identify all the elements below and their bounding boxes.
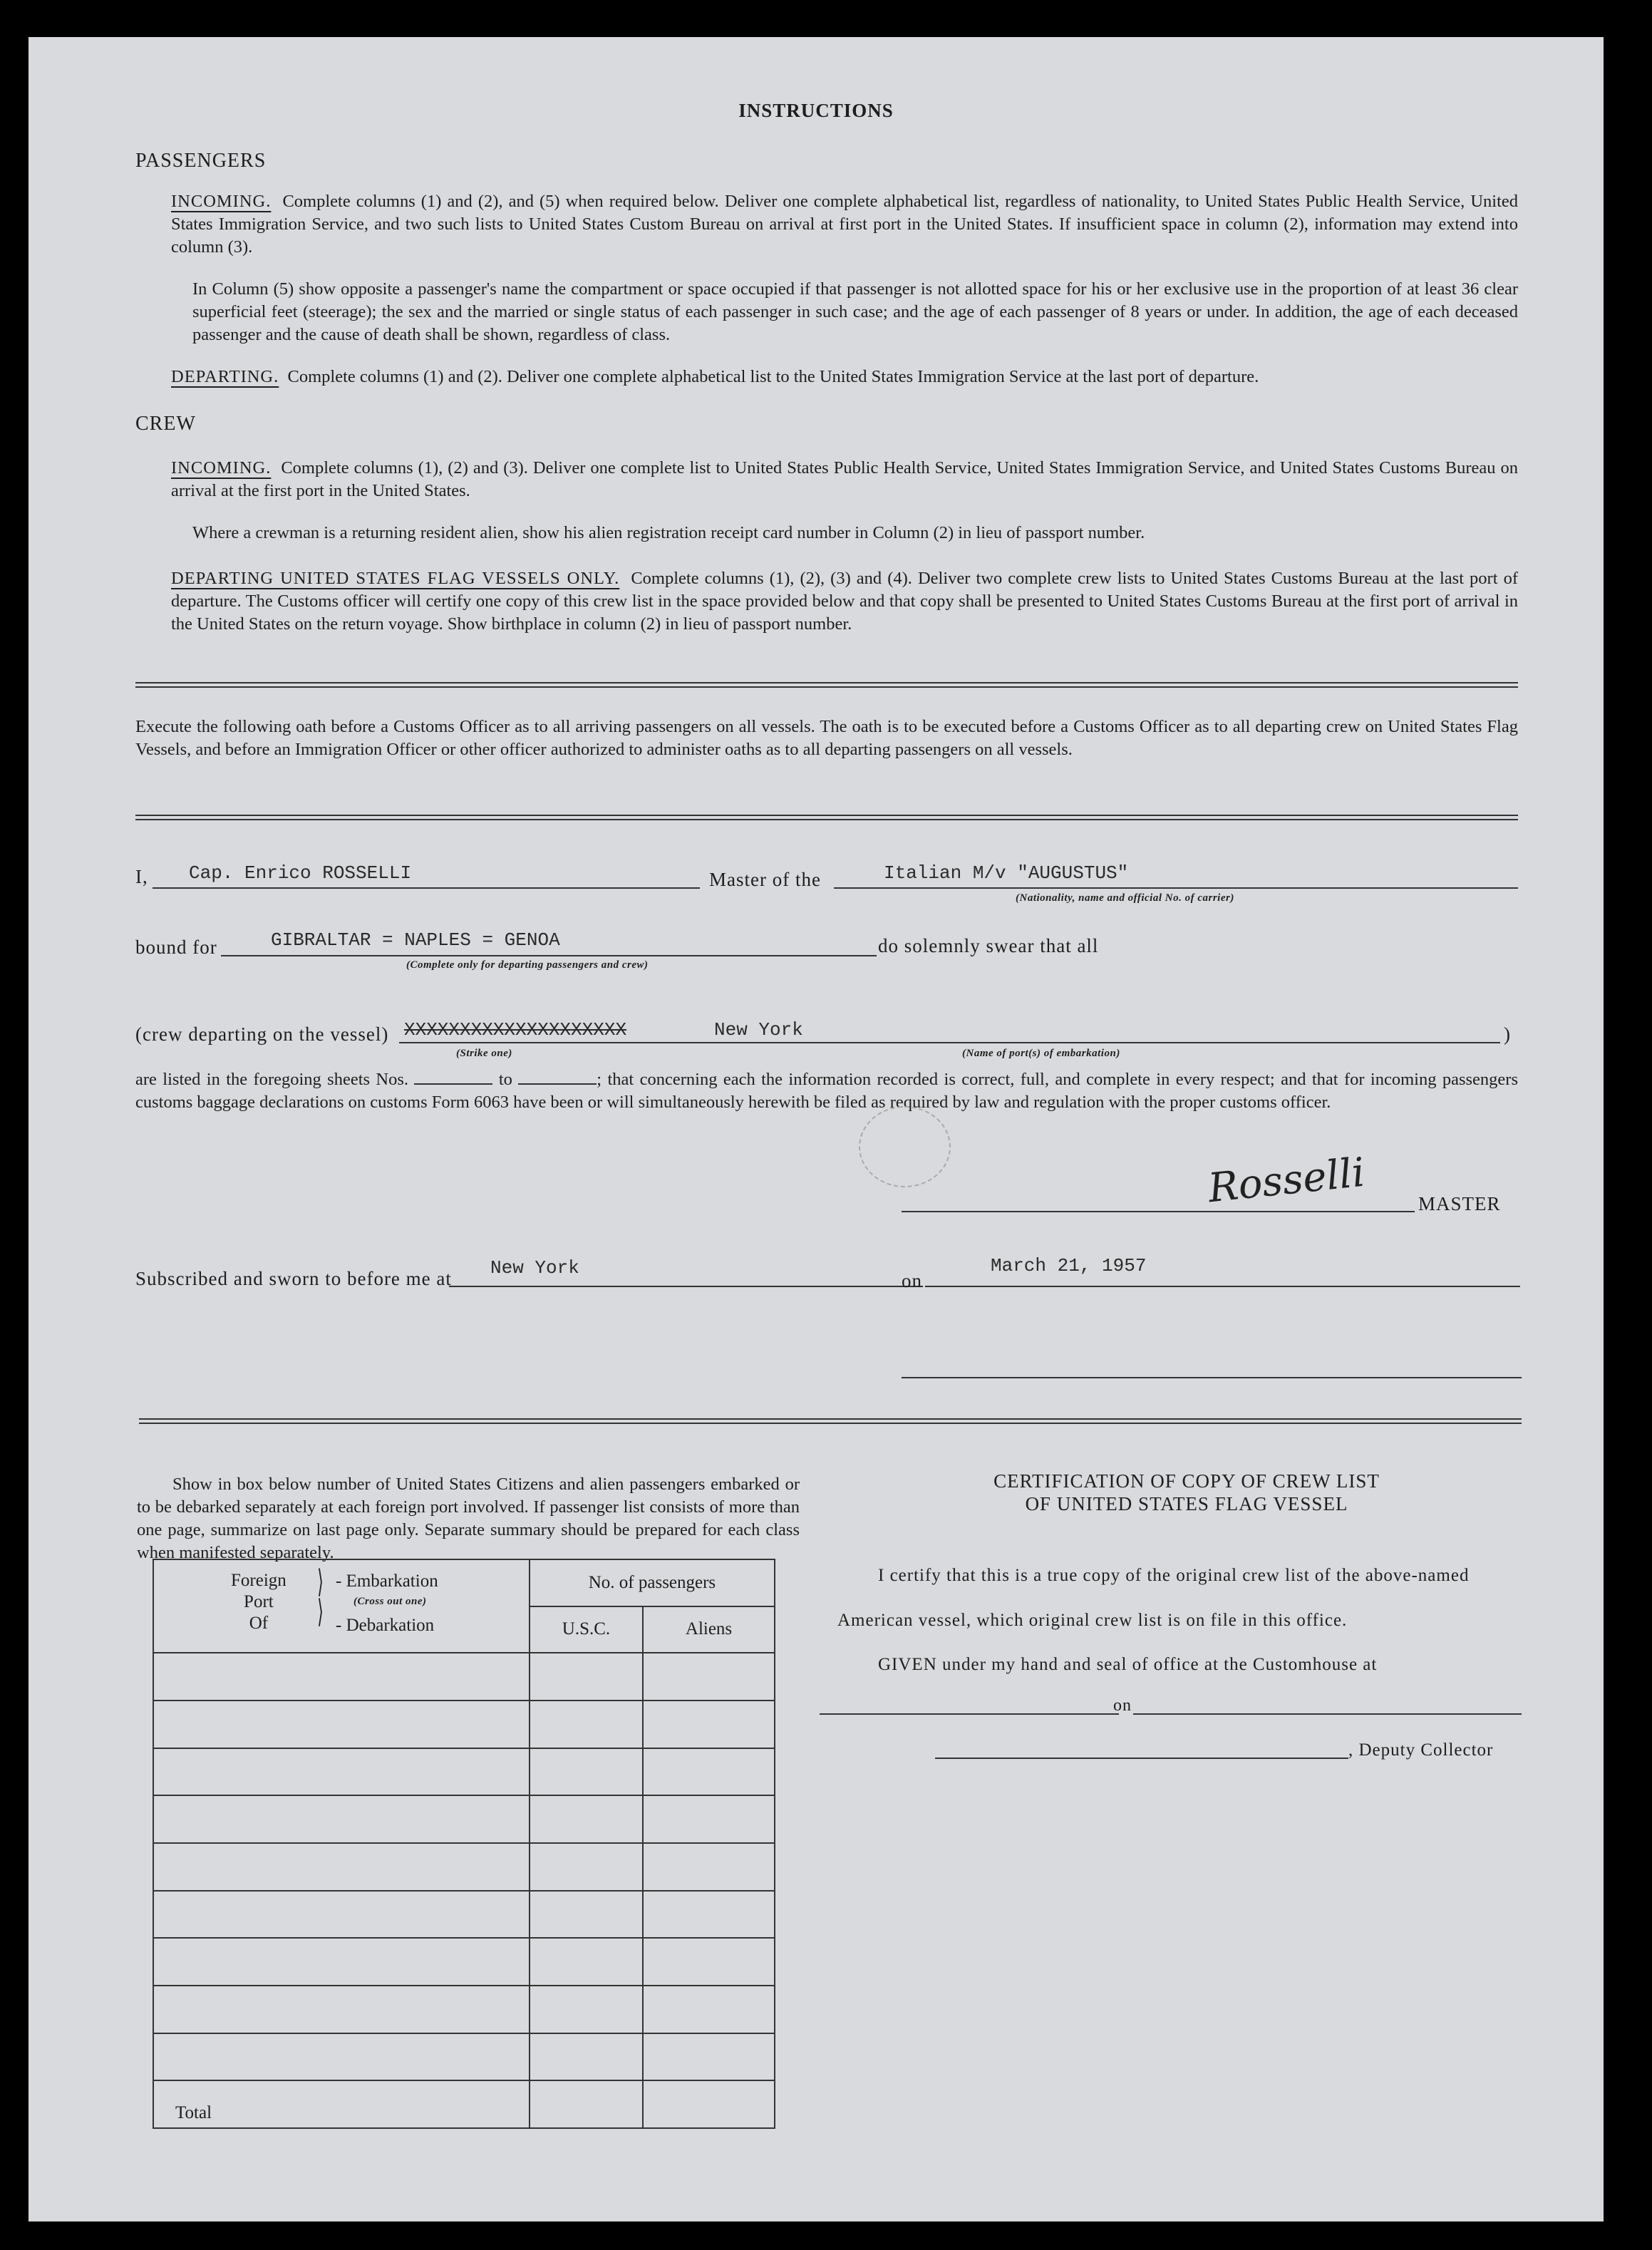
- usc-cell[interactable]: [530, 1795, 643, 1843]
- deputy-signature-line[interactable]: [935, 1758, 1348, 1759]
- usc-cell[interactable]: [530, 2033, 643, 2081]
- port-cell[interactable]: [153, 1701, 530, 1748]
- usc-cell[interactable]: [530, 1891, 643, 1939]
- sworn-date-line: [925, 1286, 1520, 1287]
- swear-label: do solemnly swear that all: [878, 935, 1099, 956]
- resident-alien-paragraph: Where a crewman is a returning resident alien, show his alien registration receipt card number in Column (2) in lieu of passport number.: [192, 523, 1145, 542]
- cross-out-caption: (Cross out one): [353, 1596, 427, 1607]
- close-paren: ): [1504, 1023, 1511, 1045]
- usc-cell[interactable]: [530, 1748, 643, 1796]
- continuation-text: ; that concerning each the information recorded is correct, full, and complete in every respect; and that for incoming passengers customs baggage declarations on customs Form 6063 have been or will simultaneously herewith be filed as required by law and regulation with the proper customs officer.: [135, 1070, 1518, 1112]
- passengers-departing-paragraph: [171, 366, 1518, 388]
- port-cell[interactable]: [153, 1986, 530, 2033]
- aliens-cell[interactable]: [643, 1748, 775, 1796]
- port-cell[interactable]: [153, 1653, 530, 1701]
- certification-title-line1: CERTIFICATION OF COPY OF CREW LIST: [993, 1470, 1380, 1492]
- customhouse-line[interactable]: [820, 1713, 1119, 1715]
- embarkation-port-field[interactable]: New York: [714, 1019, 803, 1041]
- crew-incoming-label: INCOMING.: [171, 458, 272, 478]
- crew-incoming-paragraph: [171, 457, 1518, 502]
- master-name-field[interactable]: Cap. Enrico ROSSELLI: [189, 862, 412, 884]
- certification-on-label: on: [1113, 1696, 1132, 1715]
- aliens-header: Aliens: [643, 1606, 775, 1653]
- master-name-line: [153, 887, 700, 889]
- no-passengers-header: No. of passengers: [530, 1559, 775, 1606]
- crew-departing-paragraph: [171, 567, 1518, 636]
- usc-cell[interactable]: [530, 1938, 643, 1986]
- to-label: to: [498, 1070, 512, 1089]
- crew-departing-label: DEPARTING UNITED STATES FLAG VESSELS ONLY.: [171, 569, 620, 588]
- port-label: Port: [244, 1592, 274, 1611]
- deputy-collector-label: , Deputy Collector: [1348, 1740, 1494, 1760]
- port-cell[interactable]: [153, 2033, 530, 2081]
- document-page: [29, 37, 1604, 2221]
- port-header-label: [231, 1570, 286, 1634]
- certification-title: [848, 1470, 1525, 1515]
- master-signature: Rosselli: [1206, 1149, 1368, 1212]
- usc-header: U.S.C.: [530, 1606, 643, 1653]
- crew-heading: CREW: [135, 413, 196, 435]
- sheet-from-field[interactable]: [414, 1070, 492, 1085]
- bound-for-label: bound for: [135, 936, 217, 958]
- strike-one-caption: (Strike one): [456, 1048, 512, 1059]
- master-label: MASTER: [1418, 1193, 1501, 1214]
- carrier-caption: (Nationality, name and official No. of carrier): [1016, 892, 1234, 904]
- certification-title-line2: OF UNITED STATES FLAG VESSEL: [1025, 1493, 1348, 1514]
- port-header-cell: [153, 1559, 530, 1653]
- embarkation-caption: (Name of port(s) of embarkation): [962, 1048, 1120, 1059]
- master-of-label: Master of the: [709, 869, 821, 890]
- passengers-incoming-text: Complete columns (1) and (2), and (5) when required below. Deliver one complete alphabetical list, regardless of nationality, to United States Public Health Service, United States Immigration Service, and two such lists to United States Custom Bureau on arrival at first port in the United States. If insufficient space in column (2), information may extend into column (3).: [171, 192, 1518, 257]
- usc-cell[interactable]: [530, 1701, 643, 1748]
- listed-paragraph: [135, 1068, 1518, 1114]
- aliens-cell[interactable]: [643, 1701, 775, 1748]
- divider: [135, 682, 1518, 688]
- port-cell[interactable]: [153, 1938, 530, 1986]
- page-title: INSTRUCTIONS: [738, 100, 894, 121]
- passengers-incoming-paragraph: [171, 190, 1518, 259]
- usc-total-cell[interactable]: [530, 2080, 643, 2128]
- divider: [139, 1418, 1522, 1424]
- brace-icon: ⟩ ⟩: [317, 1564, 324, 1629]
- usc-cell[interactable]: [530, 1653, 643, 1701]
- destination-field[interactable]: GIBRALTAR = NAPLES = GENOA: [271, 929, 560, 951]
- crew-incoming-text: Complete columns (1), (2) and (3). Deliver one complete list to United States Public Health Service, United States Immigration Service, and United States Customs Bureau on arrival at the first port in the United States.: [171, 458, 1519, 500]
- aliens-cell[interactable]: [643, 2033, 775, 2081]
- usc-cell[interactable]: [530, 1986, 643, 2033]
- column5-paragraph: In Column (5) show opposite a passenger's name the compartment or space occupied if that passenger is not allotted space for his or her exclusive use in the proportion of at least 36 clear superficial feet (steerage); the sex and the married or single status of each passenger in such case; and the age of each passenger of 8 years or under. In addition, the age of each deceased passenger and the cause of death shall be shown, regardless of class.: [192, 279, 1518, 344]
- passengers-departing-label: DEPARTING.: [171, 367, 279, 386]
- usc-cell[interactable]: [530, 1843, 643, 1891]
- vessel-stamp-icon: [859, 1106, 951, 1187]
- foreign-label: Foreign: [231, 1571, 286, 1590]
- aliens-cell[interactable]: [643, 1795, 775, 1843]
- sworn-date-field[interactable]: March 21, 1957: [991, 1255, 1147, 1276]
- aliens-cell[interactable]: [643, 1653, 775, 1701]
- sworn-on-label: on: [902, 1270, 922, 1291]
- sworn-place-field[interactable]: New York: [490, 1257, 579, 1279]
- oath-instruction: Execute the following oath before a Customs Officer as to all arriving passengers on all vessels. The oath is to be executed before a Customs Officer as to all departing crew on United States Flag Vessels, and before an Immigration Officer or other officer authorized to administer oaths as to all departing passengers on all vessels.: [135, 717, 1518, 759]
- debarkation-option[interactable]: - Debarkation: [336, 1616, 435, 1635]
- aliens-cell[interactable]: [643, 1891, 775, 1939]
- passengers-heading: PASSENGERS: [135, 150, 267, 172]
- carrier-field[interactable]: Italian M/v "AUGUSTUS": [884, 862, 1129, 884]
- embarkation-option[interactable]: - Embarkation: [336, 1572, 438, 1591]
- passengers-incoming-label: INCOMING.: [171, 192, 272, 211]
- destination-line: [221, 955, 877, 956]
- passenger-summary-table: [153, 1559, 775, 2129]
- port-cell[interactable]: [153, 1795, 530, 1843]
- aliens-cell[interactable]: [643, 1843, 775, 1891]
- oath-i-label: I,: [135, 866, 148, 887]
- port-cell[interactable]: [153, 1748, 530, 1796]
- certification-line2: American vessel, which original crew list is on file in this office.: [837, 1611, 1348, 1630]
- listed-text: are listed in the foregoing sheets Nos.: [135, 1070, 409, 1089]
- struck-text: XXXXXXXXXXXXXXXXXXXX: [404, 1019, 627, 1041]
- sworn-place-line: [449, 1286, 923, 1287]
- crew-departing-label-line: (crew departing on the vessel): [135, 1023, 389, 1045]
- crew-departing-text: Complete columns (1), (2), (3) and (4). Deliver two complete crew lists to United States Customs Bureau at the last port of departure. The Customs officer will certify one copy of this crew list in the space provided below and that copy shall be presented to United States Customs Bureau at the first port of arrival in the United States on the return voyage. Show birthplace in column (2) in lieu of passport number.: [171, 569, 1518, 634]
- sheet-to-field[interactable]: [518, 1070, 597, 1085]
- sworn-label: Subscribed and sworn to before me at: [135, 1268, 452, 1289]
- total-label: Total: [153, 2080, 530, 2128]
- officer-signature-line: [902, 1377, 1522, 1378]
- certification-line3: GIVEN under my hand and seal of office at the Customhouse at: [878, 1655, 1378, 1674]
- port-cell[interactable]: [153, 1891, 530, 1939]
- aliens-cell[interactable]: [643, 1938, 775, 1986]
- aliens-total-cell[interactable]: [643, 2080, 775, 2128]
- signature-line: [902, 1211, 1415, 1212]
- certification-line1: I certify that this is a true copy of the original crew list of the above-named: [878, 1566, 1470, 1585]
- passengers-departing-text: Complete columns (1) and (2). Deliver one complete alphabetical list to the United States Immigration Service at the last port of departure.: [287, 367, 1259, 386]
- port-cell[interactable]: [153, 1843, 530, 1891]
- destination-caption: (Complete only for departing passengers and crew): [406, 959, 649, 971]
- of-label: Of: [249, 1614, 269, 1633]
- summary-instruction: Show in box below number of United States Citizens and alien passengers embarked or to be debarked separately at each foreign port involved. If passenger list consists of more than one page, summarize on last page only. Separate summary should be prepared for each class when manifested separately.: [137, 1475, 800, 1562]
- carrier-line: [834, 887, 1518, 889]
- aliens-cell[interactable]: [643, 1986, 775, 2033]
- certification-date-line[interactable]: [1133, 1713, 1522, 1715]
- embarkation-line: [399, 1042, 1500, 1043]
- divider: [135, 815, 1518, 820]
